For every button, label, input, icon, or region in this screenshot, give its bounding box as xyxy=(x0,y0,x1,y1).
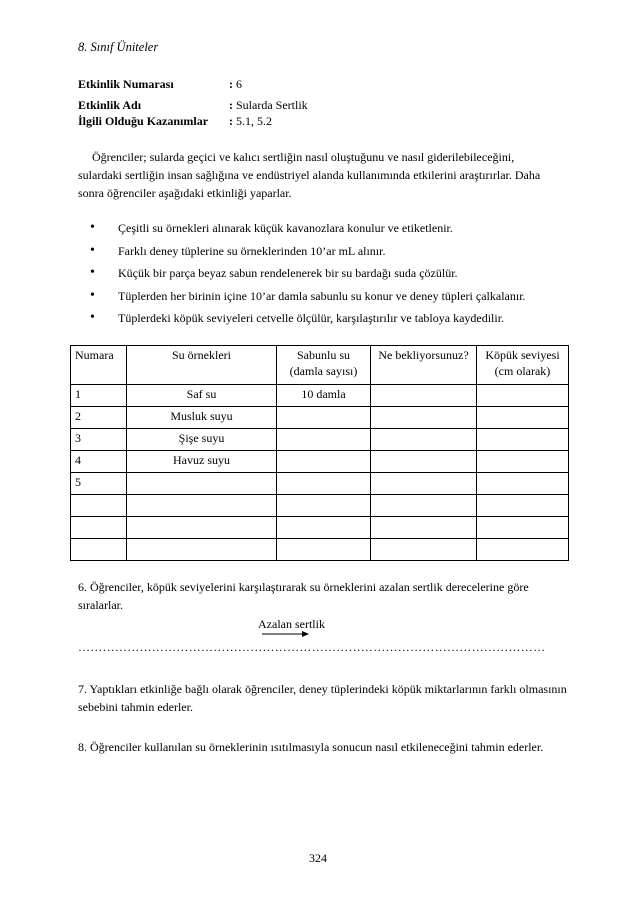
table-cell xyxy=(277,517,371,539)
table-cell: 3 xyxy=(71,429,127,451)
table-cell: Musluk suyu xyxy=(127,407,277,429)
table-cell: 4 xyxy=(71,451,127,473)
table-cell: 2 xyxy=(71,407,127,429)
table-cell xyxy=(477,495,569,517)
table-row xyxy=(71,451,569,473)
table-row xyxy=(71,407,569,429)
header-soap-drops: Sabunlu su (damla sayısı) xyxy=(277,346,371,385)
table-cell: Saf su xyxy=(127,385,277,407)
header-samples: Su örnekleri xyxy=(127,346,277,385)
table-cell xyxy=(477,407,569,429)
table-row xyxy=(71,539,569,561)
table-header-row xyxy=(71,346,569,385)
meta-activity-number: Etkinlik Numarası : 6 xyxy=(78,77,242,91)
table-cell xyxy=(371,385,477,407)
intro-paragraph: Öğrenciler; sularda geçici ve kalıcı sertliğin nasıl oluştuğunu ve nasıl giderilebileceğini, sulardaki sertliğin insan sağlığına ve endüstriyel alanda kullanımında etkilerini araştırırlar. Daha sonra öğrenciler aşağıdaki etkinliği yaparlar. xyxy=(78,150,541,200)
question-7: 7. Yaptıkları etkinliğe bağlı olarak öğrenciler, deney tüplerindeki köpük miktarlarının farklı olmasının sebebini tahmin ederler. xyxy=(78,682,567,714)
table-cell xyxy=(71,495,127,517)
meta-label: Etkinlik Numarası xyxy=(78,77,174,91)
meta-outcomes: İlgili Olduğu Kazanımlar : 5.1, 5.2 xyxy=(78,114,272,128)
header-expectation: Ne bekliyorsunuz? xyxy=(371,346,477,385)
table-cell xyxy=(477,473,569,495)
header-number: Numara xyxy=(71,346,127,385)
table-cell: Havuz suyu xyxy=(127,451,277,473)
procedure-list xyxy=(90,219,526,332)
table-cell xyxy=(477,451,569,473)
table-row xyxy=(71,429,569,451)
table-cell xyxy=(127,473,277,495)
table-cell xyxy=(371,407,477,429)
arrow-label: Azalan sertlik xyxy=(258,617,325,631)
table-cell: 5 xyxy=(71,473,127,495)
table-cell xyxy=(371,495,477,517)
table-cell xyxy=(277,539,371,561)
table-cell: Şişe suyu xyxy=(127,429,277,451)
meta-value: 6 xyxy=(236,77,242,91)
table-cell xyxy=(371,539,477,561)
meta-value: 5.1, 5.2 xyxy=(236,114,272,128)
table-cell xyxy=(71,539,127,561)
list-item: • Tüplerden her birinin içine 10’ar damla sabunlu su konur ve deney tüpleri çalkalanır. xyxy=(90,287,526,310)
running-header: 8. Sınıf Üniteler xyxy=(78,40,159,54)
table-cell xyxy=(277,451,371,473)
table-row xyxy=(71,473,569,495)
question-6: 6. Öğrenciler, köpük seviyelerini karşılaştırarak su örneklerini azalan sertlik derecelerine göre sıralarlar. xyxy=(78,580,529,612)
meta-label: Etkinlik Adı xyxy=(78,98,142,112)
table-cell xyxy=(127,517,277,539)
list-item: • Tüplerdeki köpük seviyeleri cetvelle ölçülür, karşılaştırılır ve tabloya kaydedilir. xyxy=(90,309,526,332)
question-8: 8. Öğrenciler kullanılan su örneklerinin ısıtılmasıyla sonucun nasıl etkileneceğini tahmin ederler. xyxy=(78,740,544,754)
table-cell xyxy=(127,495,277,517)
list-item: • Küçük bir parça beyaz sabun rendelenerek bir su bardağı suda çözülür. xyxy=(90,264,526,287)
table-cell xyxy=(277,473,371,495)
table-cell xyxy=(371,429,477,451)
page-number: 324 xyxy=(309,851,327,865)
results-table xyxy=(70,345,569,561)
table-cell xyxy=(127,539,277,561)
table-row xyxy=(71,495,569,517)
table-cell: 1 xyxy=(71,385,127,407)
table-cell xyxy=(371,473,477,495)
table-cell xyxy=(477,539,569,561)
table-cell xyxy=(477,385,569,407)
table-cell xyxy=(277,429,371,451)
meta-value: Sularda Sertlik xyxy=(236,98,308,112)
table-cell xyxy=(277,495,371,517)
table-cell xyxy=(477,517,569,539)
table-cell xyxy=(477,429,569,451)
list-item: • Çeşitli su örnekleri alınarak küçük kavanozlara konulur ve etiketlenir. xyxy=(90,219,526,242)
table-cell xyxy=(277,407,371,429)
table-cell xyxy=(371,451,477,473)
meta-activity-name: Etkinlik Adı : Sularda Sertlik xyxy=(78,98,308,112)
table-cell xyxy=(71,517,127,539)
table-row xyxy=(71,385,569,407)
table-cell: 10 damla xyxy=(277,385,371,407)
table-row xyxy=(71,517,569,539)
header-foam-level: Köpük seviyesi (cm olarak) xyxy=(477,346,569,385)
answer-dotted-line: …………………………………………………………………………………………………… xyxy=(78,640,546,654)
meta-label: İlgili Olduğu Kazanımlar xyxy=(78,114,209,128)
list-item: • Farklı deney tüplerine su örneklerinden 10’ar mL alınır. xyxy=(90,242,526,265)
right-arrow-icon xyxy=(262,630,310,638)
table-cell xyxy=(371,517,477,539)
